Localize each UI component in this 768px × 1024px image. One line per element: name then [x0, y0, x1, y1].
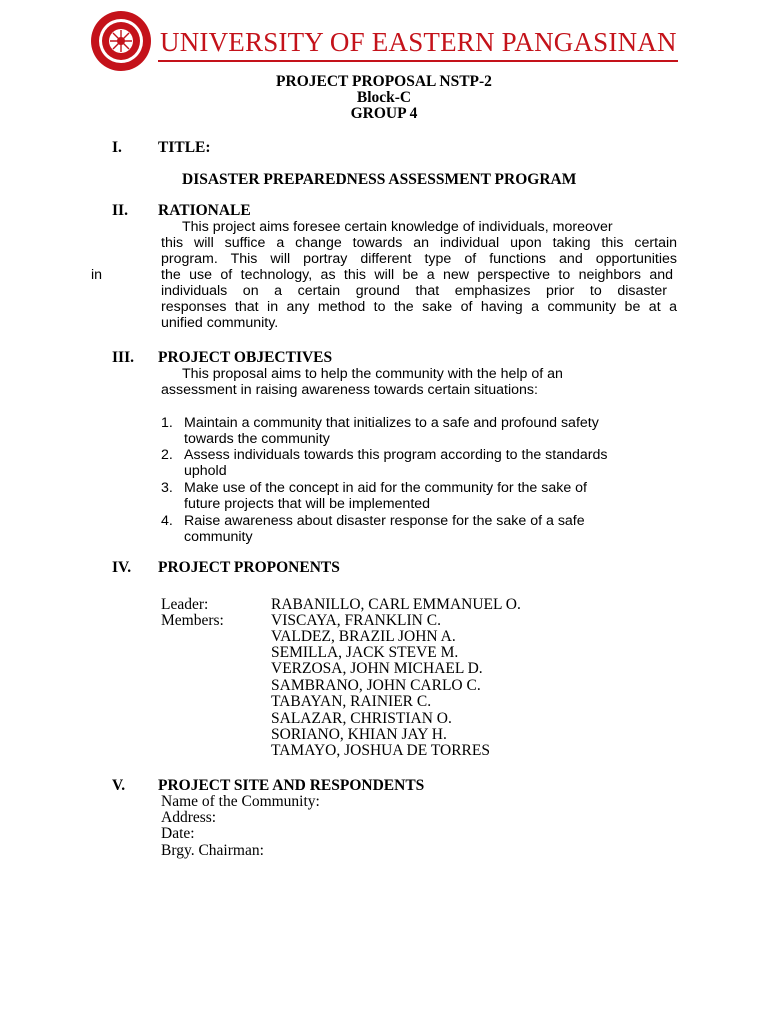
doc-title-line1: PROJECT PROPOSAL NSTP-2	[276, 73, 492, 90]
section-5-number: V.	[112, 777, 126, 794]
university-header	[88, 8, 680, 70]
section-3-heading: PROJECT OBJECTIVES	[158, 349, 333, 366]
site-field-label: Address:	[161, 809, 217, 826]
objective-text: Make use of the concept in aid for the community for the sake of	[184, 480, 587, 496]
member-name: SEMILLA, JACK STEVE M.	[271, 644, 459, 661]
leader-name: RABANILLO, CARL EMMANUEL O.	[271, 596, 521, 613]
objective-text: Maintain a community that initializes to a safe and profound safety	[184, 415, 599, 431]
objective-text: community	[184, 529, 253, 545]
section-1-number: I.	[112, 139, 122, 156]
rationale-line: this will suffice a change towards an individual upon taking this certain	[161, 235, 677, 251]
section-2-number: II.	[112, 202, 128, 219]
rationale-line: the use of technology, as this will be a new perspective to neighbors and	[161, 267, 673, 283]
project-title: DISASTER PREPAREDNESS ASSESSMENT PROGRAM	[182, 171, 577, 188]
site-field-label: Brgy. Chairman:	[161, 842, 264, 859]
objective-number: 4.	[161, 513, 173, 529]
section-1-heading: TITLE:	[158, 139, 211, 156]
doc-title-line2: Block-C	[356, 89, 412, 106]
objective-number: 3.	[161, 480, 173, 496]
university-seal-logo	[90, 10, 152, 72]
section-4-heading: PROJECT PROPONENTS	[158, 559, 340, 576]
university-name: UNIVERSITY OF EASTERN PANGASINAN	[160, 27, 677, 57]
objectives-intro-line: This proposal aims to help the community with the help of an	[182, 366, 563, 382]
member-name: TABAYAN, RAINIER C.	[271, 693, 432, 710]
objective-number: 1.	[161, 415, 173, 431]
objective-text: uphold	[184, 463, 227, 479]
member-name: SORIANO, KHIAN JAY H.	[271, 726, 447, 743]
member-name: VISCAYA, FRANKLIN C.	[271, 612, 441, 629]
member-name: VERZOSA, JOHN MICHAEL D.	[271, 660, 483, 677]
objective-number: 2.	[161, 447, 173, 463]
rationale-line: program. This will portray different type of functions and opportunities	[161, 251, 677, 267]
stray-word: in	[91, 267, 103, 283]
section-5-heading: PROJECT SITE AND RESPONDENTS	[158, 777, 425, 794]
rationale-line: This project aims foresee certain knowledge of individuals, moreover	[182, 219, 613, 235]
objective-text: future projects that will be implemented	[184, 496, 431, 512]
member-name: SALAZAR, CHRISTIAN O.	[271, 710, 452, 727]
section-2-heading: RATIONALE	[158, 202, 251, 219]
rationale-line: individuals on a certain ground that emphasizes prior to disaster	[161, 283, 667, 299]
header-rule	[158, 60, 678, 62]
section-4-number: IV.	[112, 559, 132, 576]
site-field-label: Name of the Community:	[161, 793, 320, 810]
section-3-number: III.	[112, 349, 134, 366]
rationale-line: unified community.	[161, 315, 279, 331]
doc-title-line3: GROUP 4	[350, 105, 418, 122]
objective-text: towards the community	[184, 431, 330, 447]
member-name: SAMBRANO, JOHN CARLO C.	[271, 677, 481, 694]
rationale-line: responses that in any method to the sake of having a community be at a	[161, 299, 677, 315]
member-name: TAMAYO, JOSHUA DE TORRES	[271, 742, 490, 759]
members-label: Members:	[161, 612, 224, 629]
objective-text: Assess individuals towards this program according to the standards	[184, 447, 608, 463]
site-field-label: Date:	[161, 825, 195, 842]
leader-label: Leader:	[161, 596, 209, 613]
member-name: VALDEZ, BRAZIL JOHN A.	[271, 628, 456, 645]
objective-text: Raise awareness about disaster response for the sake of a safe	[184, 513, 585, 529]
objectives-intro-line: assessment in raising awareness towards certain situations:	[161, 382, 538, 398]
